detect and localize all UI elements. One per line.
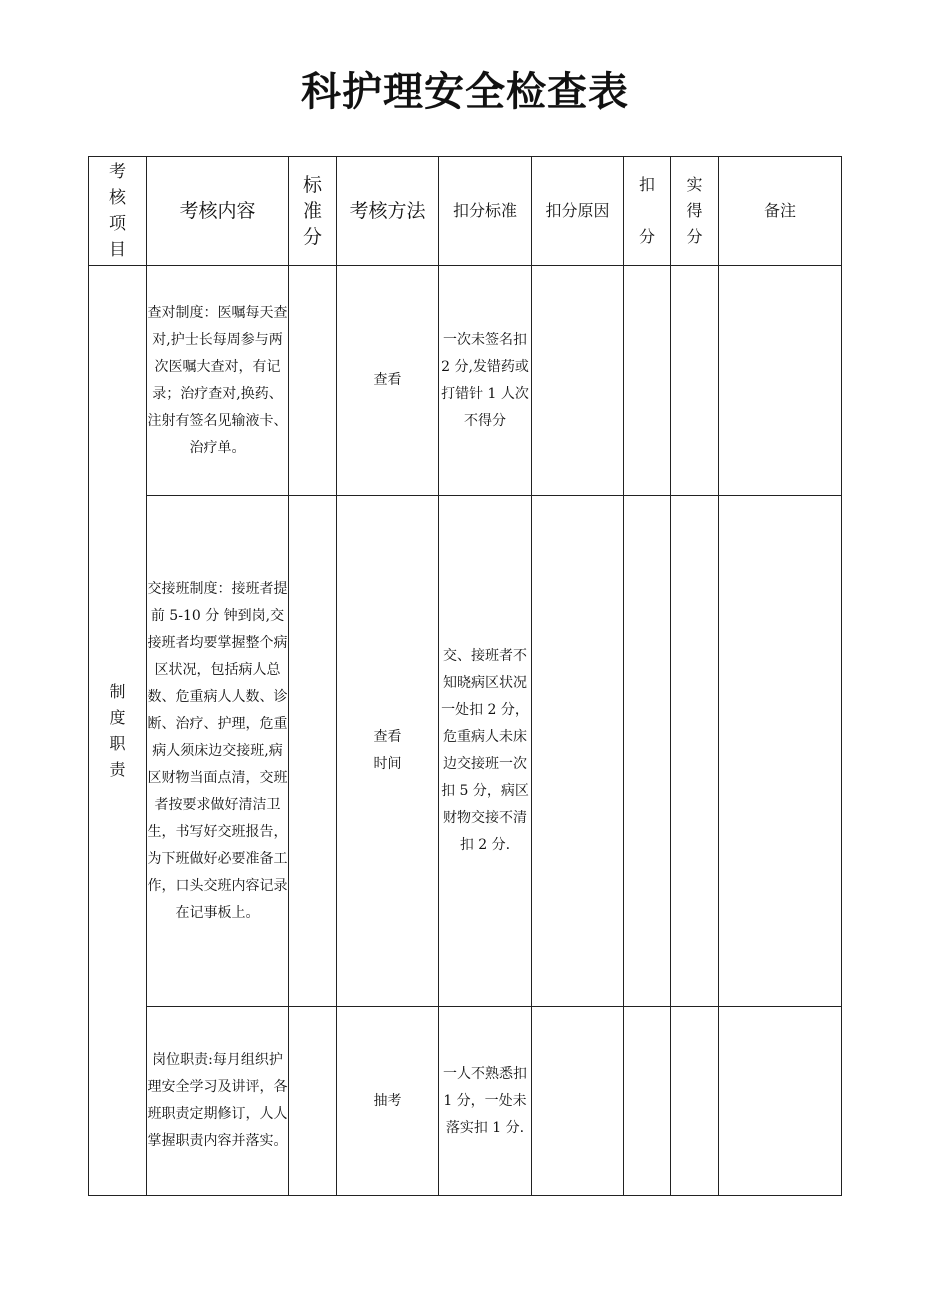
std-score-cell [289,1007,337,1196]
deduct-reason-cell [532,496,624,1007]
header-content: 考核内容 [147,157,289,266]
table-row [89,496,842,1007]
category-cell: 制 度 职 责 [89,266,147,1196]
deduct-reason-cell [532,1007,624,1196]
deduct-cell [624,266,671,496]
table-row [89,1007,842,1196]
actual-cell [671,1007,719,1196]
deduct-reason-cell [532,266,624,496]
deduct-cell [624,1007,671,1196]
note-cell [719,496,842,1007]
content-cell: 岗位职责:每月组织护理安全学习及讲评，各班职责定期修订，人人掌握职责内容并落实。 [147,1007,289,1196]
header-row [89,157,842,266]
inspection-table [88,156,842,1196]
actual-cell [671,496,719,1007]
method-cell: 查看 时间 [337,496,439,1007]
header-deduct-std: 扣分标准 [439,157,532,266]
actual-cell [671,266,719,496]
table-row [89,266,842,496]
content-cell: 查对制度：医嘱每天查对,护士长每周参与两次医嘱大查对，有记录；治疗查对,换药、注射有签名见输液卡、治疗单。 [147,266,289,496]
header-deduct: 扣 分 [624,157,671,266]
header-actual: 实 得 分 [671,157,719,266]
content-cell: 交接班制度：接班者提前 5-10 分 钟到岗,交接班者均要掌握整个病区状况，包括病人总数、危重病人人数、诊断、治疗、护理，危重病人须床边交接班,病区财物当面点清，交班者按要求做好清洁卫生，书写好交班报告，为下班做好必要准备工作，口头交班内容记录在记事板上。 [147,496,289,1007]
std-score-cell [289,496,337,1007]
header-method: 考核方法 [337,157,439,266]
header-std-score: 标 准 分 [289,157,337,266]
method-cell: 查看 [337,266,439,496]
method-cell: 抽考 [337,1007,439,1196]
header-note: 备注 [719,157,842,266]
std-score-cell [289,266,337,496]
note-cell [719,266,842,496]
deduct-std-cell: 一人不熟悉扣 1 分，一处未落实扣 1 分. [439,1007,532,1196]
deduct-cell [624,496,671,1007]
page-title: 科护理安全检查表 [301,69,629,115]
deduct-std-cell: 一次未签名扣 2 分,发错药或打错针 1 人次不得分 [439,266,532,496]
header-item: 考 核 项 目 [89,157,147,266]
deduct-std-cell: 交、接班者不知晓病区状况一处扣 2 分，危重病人未床边交接班一次扣 5 分，病区财物交接不清扣 2 分. [439,496,532,1007]
header-deduct-reason: 扣分原因 [532,157,624,266]
note-cell [719,1007,842,1196]
